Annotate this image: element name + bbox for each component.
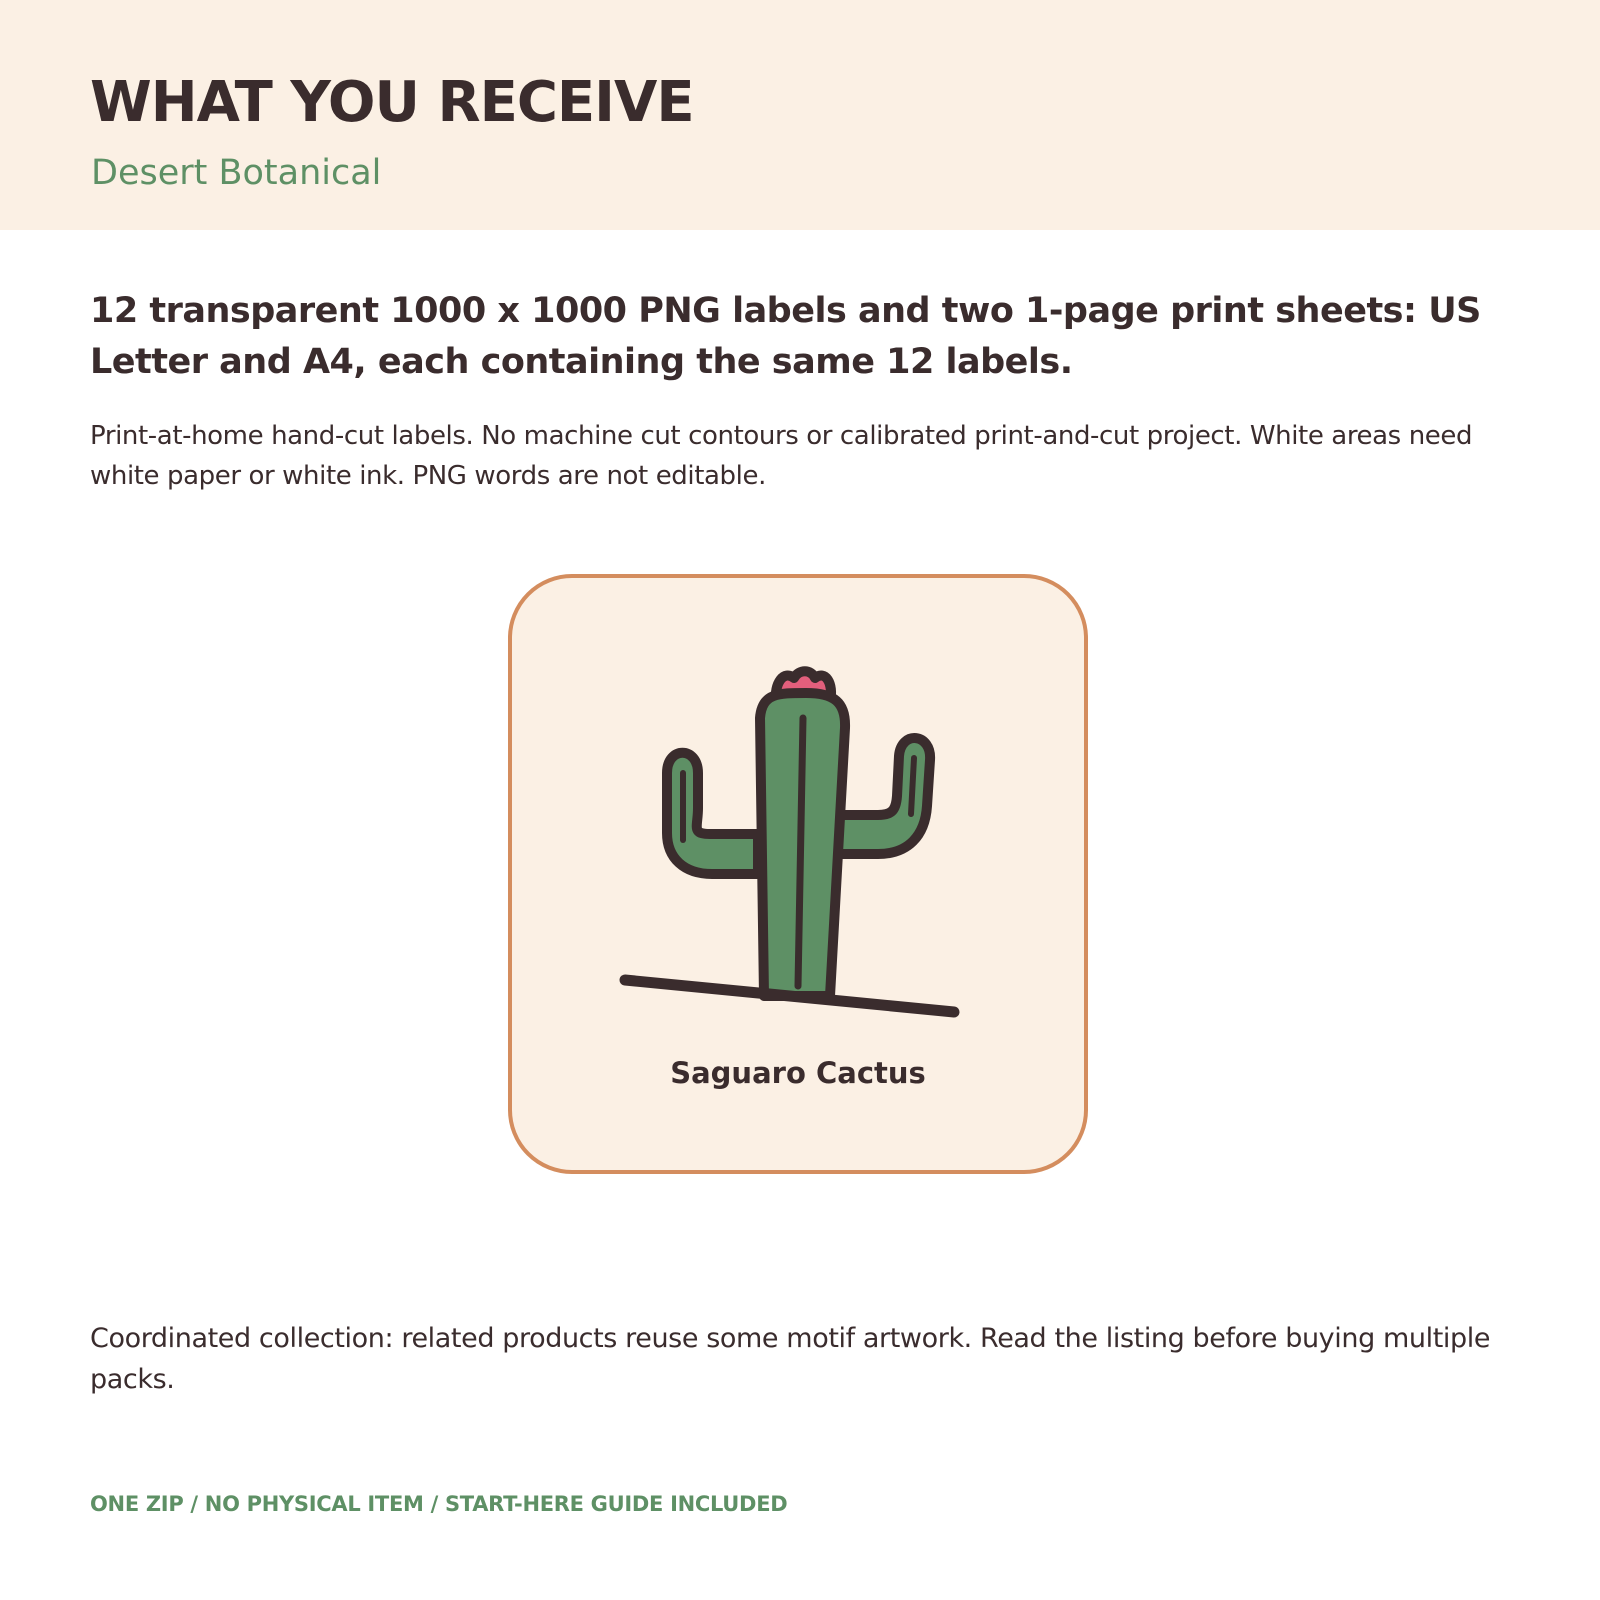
page-title: WHAT YOU RECEIVE [90,70,694,135]
header-banner [0,0,1600,230]
sample-label-card [508,574,1088,1174]
product-headline: 12 transparent 1000 x 1000 PNG labels and two 1-page print sheets: US Letter and A4, each containing the same 12 labels. [90,291,1481,382]
delivery-info-tag: ONE ZIP / NO PHYSICAL ITEM / START-HERE GUIDE INCLUDED [90,1492,788,1516]
cactus-right-arm [838,738,930,854]
sample-label-name: Saguaro Cactus [670,1056,926,1090]
collection-note: Coordinated collection: related products reuse some motif artwork. Read the listing before buying multiple packs. [90,1323,1491,1395]
product-description: Print-at-home hand-cut labels. No machine cut contours or calibrated print-and-cut project. White areas need white paper or white ink. PNG words are not editable. [90,421,1473,491]
collection-name: Desert Botanical [91,153,382,193]
